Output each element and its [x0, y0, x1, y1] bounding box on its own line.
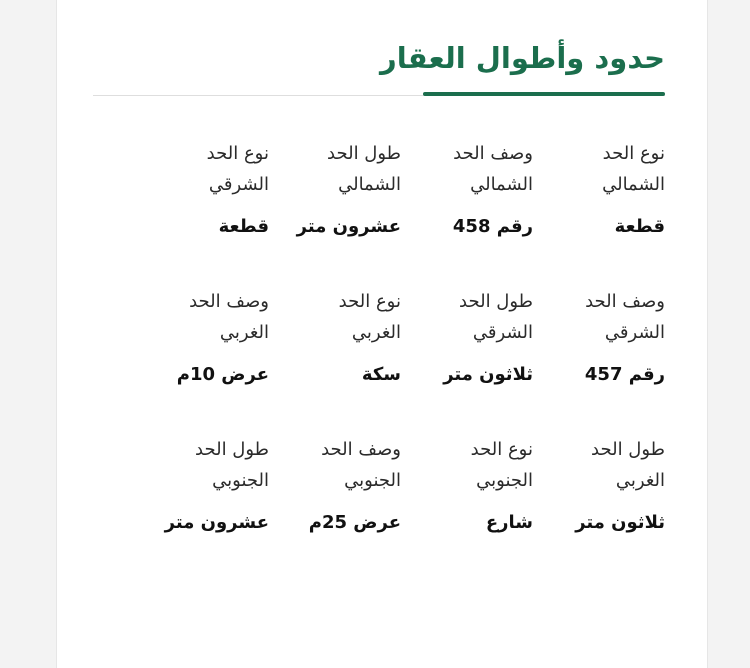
boundaries-grid	[137, 138, 665, 536]
boundary-label: نوع الحد	[470, 439, 533, 460]
boundary-value: رقم 458	[452, 216, 533, 237]
boundary-item	[533, 138, 665, 240]
boundary-label: وصف الحد	[321, 439, 401, 460]
boundary-label: طول الحد	[459, 291, 533, 312]
boundary-value: شارع	[485, 512, 533, 533]
boundary-direction: الغربي	[351, 322, 401, 343]
boundary-item	[533, 434, 665, 536]
boundary-label: وصف الحد	[189, 291, 269, 312]
boundary-label: وصف الحد	[585, 291, 665, 312]
boundary-label: طول الحد	[591, 439, 665, 460]
boundary-item	[137, 286, 269, 388]
boundary-item	[401, 286, 533, 388]
boundary-label: طول الحد	[327, 143, 401, 164]
boundary-item	[137, 434, 269, 536]
boundary-value: سكة	[361, 364, 401, 385]
boundary-direction: الجنوبي	[212, 470, 269, 491]
boundary-value: ثلاثون متر	[575, 512, 665, 533]
boundary-direction: الجنوبي	[344, 470, 401, 491]
boundary-direction: الغربي	[615, 470, 665, 491]
boundary-item	[137, 138, 269, 240]
boundary-value: عرض 10م	[176, 364, 269, 385]
boundary-value: رقم 457	[584, 364, 665, 385]
title-underline	[423, 92, 665, 96]
boundary-label: نوع الحد	[338, 291, 401, 312]
boundary-value: عشرون متر	[296, 216, 401, 237]
boundary-direction: الشرقي	[604, 322, 665, 343]
boundary-item	[269, 286, 401, 388]
boundary-label: طول الحد	[195, 439, 269, 460]
boundary-item	[269, 138, 401, 240]
boundary-label: نوع الحد	[602, 143, 665, 164]
boundary-value: ثلاثون متر	[443, 364, 533, 385]
section-title: حدود وأطوال العقار	[380, 41, 665, 75]
boundary-item	[533, 286, 665, 388]
boundary-direction: الشمالي	[470, 174, 533, 195]
boundary-value: عرض 25م	[308, 512, 401, 533]
boundary-direction: الشرقي	[472, 322, 533, 343]
boundary-direction: الجنوبي	[476, 470, 533, 491]
boundary-direction: الشمالي	[602, 174, 665, 195]
boundary-item	[401, 138, 533, 240]
boundary-item	[269, 434, 401, 536]
property-boundaries-card	[56, 0, 708, 668]
boundary-value: قطعة	[614, 216, 665, 237]
boundary-label: نوع الحد	[206, 143, 269, 164]
boundary-item	[401, 434, 533, 536]
boundary-direction: الغربي	[219, 322, 269, 343]
boundary-direction: الشرقي	[208, 174, 269, 195]
boundary-value: عشرون متر	[164, 512, 269, 533]
boundary-direction: الشمالي	[338, 174, 401, 195]
boundary-label: وصف الحد	[453, 143, 533, 164]
boundary-value: قطعة	[218, 216, 269, 237]
